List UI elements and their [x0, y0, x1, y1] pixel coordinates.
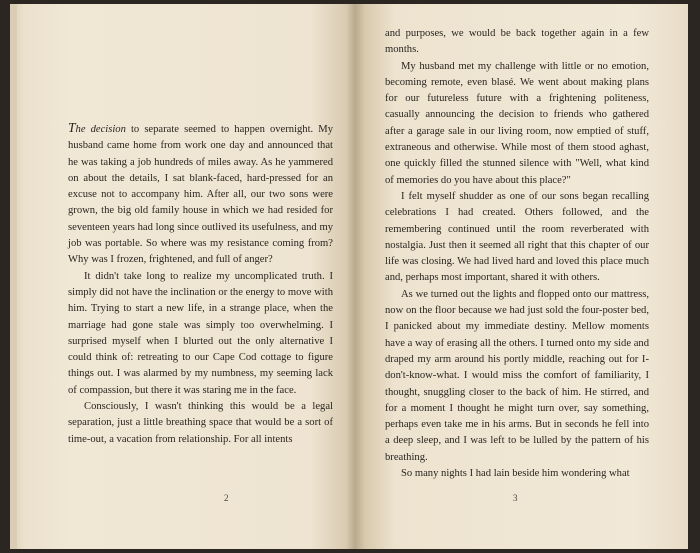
- paragraph: As we turned out the lights and flopped onto our mattress, now on the floor because we had just sold the four-poster bed, I panicked about my immediate destiny. Mellow moments have a way of erasing all the others. I turned onto my side and draped my arm around his portly middle, reaching out for I-don't-know-what. I would miss the comfort of familiarity, I thought, snuggling closer to the back of him. He stirred, and for a moment I thought he might turn over, say something, perhaps even take me in his arms. But in seconds he fell into a deep sleep, and I was left to be lulled by the pattern of his breathing.: [385, 288, 649, 463]
- paragraph: So many nights I had lain beside him wondering what: [401, 468, 630, 480]
- continued-paragraph: and purposes, we would be back together again in a few months.: [385, 28, 649, 56]
- open-book: [10, 4, 688, 549]
- opening-paragraph-text: to separate seemed to happen overnight. My husband came home from work one day and announced that he was taking a job hundreds of miles away. As he yammered on about the details, I sat blank-faced, hard-pressed for an excuse not to accompany him. After all, our two sons were grown, the big old family house in which we had resided for seventeen years had long since outlived its usefulness, and my job was portable. So where was my resistance coming from? Why was I frozen, frightened, and full of anger?: [68, 124, 333, 266]
- italic-lead: he decision: [75, 124, 126, 135]
- left-page-text: [68, 120, 333, 448]
- page-number: 2: [224, 493, 229, 503]
- paragraph: Consciously, I wasn't thinking this would be a legal separation, just a little breathing space that would be a sort of time-out, a vacation from relationship. For all intents: [68, 401, 333, 445]
- paragraph: I felt myself shudder as one of our sons began recalling celebrations I had created. Others followed, and the remembering continued until the room reverberated with nostalgia. Just then it seemed all right that this chapter of our life was closing. We had lived hard and loved this place much and, perhaps most important, shared it with others.: [385, 190, 649, 284]
- paragraph: It didn't take long to realize my uncomplicated truth. I simply did not have the inclination or the energy to move with him. Trying to start a new life, in a strange place, when the marriage had gone stale was simply too overwhelming. I surprised myself when I blurted out the only alternative I could think of: retreating to our Cape Cod cottage to figure things out. I was alarmed by my numbness, my seeming lack of compassion, but there it was staring me in the face.: [68, 270, 333, 396]
- opening-paragraph: [68, 120, 333, 269]
- paragraph: My husband met my challenge with little or no emotion, becoming remote, even blasé. We went about making plans for our futureless future with a frightening politeness, casually announcing the decision to friends who gathered after a garage sale in our living room, now emptied of stuff, extraneous and otherwise. While most of them stood aghast, one quickly filled the stunned silence with "Well, what kind of memories do you have about this place?": [385, 60, 649, 186]
- page-number: 3: [513, 493, 518, 503]
- right-page-text: [385, 26, 649, 482]
- drop-cap: T: [68, 120, 76, 135]
- left-page: [10, 4, 355, 549]
- right-page: [355, 4, 688, 549]
